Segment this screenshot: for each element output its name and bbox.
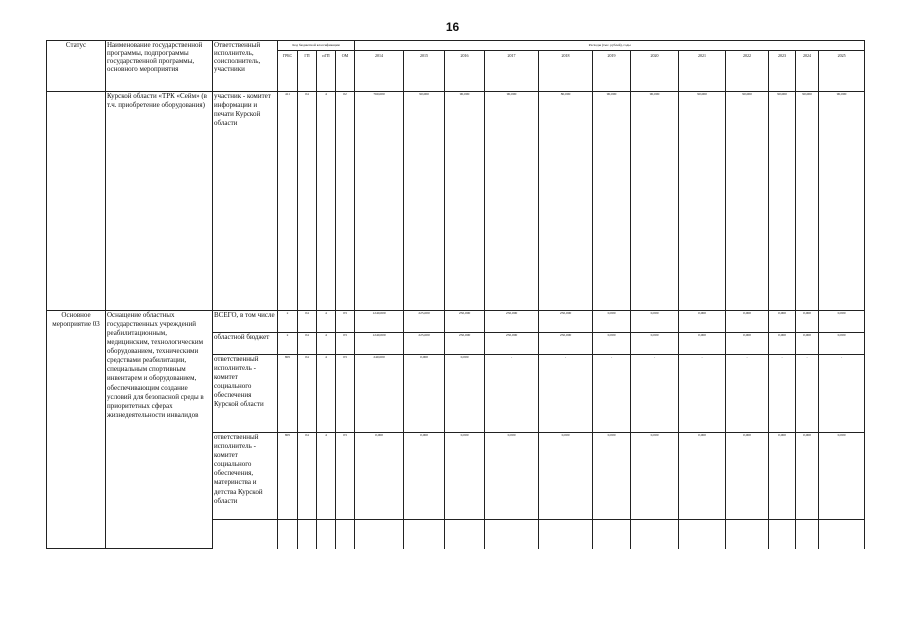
- empty-cell: [355, 520, 404, 549]
- row-executor: ответственный исполнитель - комитет социального обеспечения, материнства и детства Курской области: [213, 432, 278, 520]
- value-cell: -: [539, 354, 593, 432]
- row-executor: участник - комитет информации и печати Курской области: [213, 92, 278, 311]
- value-cell: 0,000: [769, 432, 796, 520]
- header-year-2020: 2020: [631, 51, 679, 92]
- value-cell: 225,000: [404, 333, 445, 354]
- value-cell: 90,000: [485, 92, 539, 311]
- value-cell: 0,000: [819, 333, 865, 354]
- value-cell: 0,000: [819, 432, 865, 520]
- header-year-2018: 2018: [539, 51, 593, 92]
- header-name: Наименование государственной программы, подпрограммы государственной программы, основного мероприятия: [106, 41, 213, 92]
- value-cell: -: [631, 354, 679, 432]
- header-executor: Ответственный исполнитель, соисполнитель, участники: [213, 41, 278, 92]
- value-cell: 90,000: [445, 92, 485, 311]
- value-cell: 0,000: [631, 432, 679, 520]
- value-cell: 0,000: [445, 432, 485, 520]
- row-executor: ВСЕГО, в том числе: [213, 310, 278, 332]
- code-cell: 04: [298, 310, 317, 332]
- code-cell: 03: [336, 354, 355, 432]
- code-cell: 04: [298, 354, 317, 432]
- value-cell: 760,000: [355, 92, 404, 311]
- value-cell: 250,000: [539, 333, 593, 354]
- value-cell: 0,000: [679, 310, 726, 332]
- row-executor: ответственный исполнитель - комитет социального обеспечения Курской области: [213, 354, 278, 432]
- value-cell: 0,000: [631, 333, 679, 354]
- header-year-2021: 2021: [679, 51, 726, 92]
- value-cell: 90,000: [404, 92, 445, 311]
- code-cell: 411: [278, 92, 298, 311]
- value-cell: 0,000: [726, 432, 769, 520]
- value-cell: -: [593, 354, 631, 432]
- value-cell: 90,000: [819, 92, 865, 311]
- value-cell: 0,000: [679, 432, 726, 520]
- code-cell: 04: [298, 432, 317, 520]
- header-code-grbs: ГРБС: [278, 51, 298, 92]
- empty-cell: [278, 520, 298, 549]
- value-cell: 90,000: [726, 92, 769, 311]
- code-cell: 805: [278, 354, 298, 432]
- empty-cell: [445, 520, 485, 549]
- empty-cell: [796, 520, 819, 549]
- header-year-2023: 2023: [769, 51, 796, 92]
- table-row: [47, 310, 865, 332]
- page-number: 16: [445, 20, 460, 34]
- value-cell: 250,000: [485, 333, 539, 354]
- value-cell: 1240,000: [355, 310, 404, 332]
- header-costs: Расходы (тыс. рублей), годы: [355, 41, 865, 51]
- empty-cell: [317, 520, 336, 549]
- header-year-2016: 2016: [445, 51, 485, 92]
- header-year-2017: 2017: [485, 51, 539, 92]
- code-cell: 04: [298, 333, 317, 354]
- value-cell: 0,000: [631, 310, 679, 332]
- header-year-2022: 2022: [726, 51, 769, 92]
- header-year-2014: 2014: [355, 51, 404, 92]
- header-code-pgp: пГП: [317, 51, 336, 92]
- value-cell: 0,000: [796, 333, 819, 354]
- value-cell: -: [819, 354, 865, 432]
- code-cell: 805: [278, 432, 298, 520]
- empty-cell: [539, 520, 593, 549]
- value-cell: 0,000: [485, 432, 539, 520]
- value-cell: 0,000: [404, 354, 445, 432]
- value-cell: 90,000: [631, 92, 679, 311]
- empty-cell: [485, 520, 539, 549]
- value-cell: 0,000: [445, 354, 485, 432]
- value-cell: 250,000: [445, 333, 485, 354]
- header-year-2015: 2015: [404, 51, 445, 92]
- value-cell: 90,000: [796, 92, 819, 311]
- value-cell: 0,000: [593, 310, 631, 332]
- value-cell: 0,000: [796, 310, 819, 332]
- value-cell: -: [485, 354, 539, 432]
- value-cell: 0,000: [355, 432, 404, 520]
- code-cell: 4: [317, 92, 336, 311]
- code-cell: 03: [336, 432, 355, 520]
- value-cell: 225,000: [404, 310, 445, 332]
- empty-cell: [769, 520, 796, 549]
- empty-cell: [726, 520, 769, 549]
- value-cell: 80,000: [539, 92, 593, 311]
- code-cell: х: [278, 310, 298, 332]
- value-cell: 1240,000: [355, 333, 404, 354]
- value-cell: 90,000: [679, 92, 726, 311]
- value-cell: -: [726, 354, 769, 432]
- row-name: Курской области «ТРК «Сейм» (в т.ч. приобретение оборудования): [106, 92, 213, 311]
- row-executor: областной бюджет: [213, 333, 278, 354]
- value-cell: 0,000: [819, 310, 865, 332]
- code-cell: 03: [336, 333, 355, 354]
- value-cell: 0,000: [593, 333, 631, 354]
- empty-cell: [213, 520, 278, 549]
- table-row: [47, 92, 865, 311]
- code-cell: х: [278, 333, 298, 354]
- value-cell: 0,000: [726, 333, 769, 354]
- value-cell: 240,000: [355, 354, 404, 432]
- empty-cell: [298, 520, 317, 549]
- budget-table: [46, 40, 865, 549]
- header-code-gp: ГП: [298, 51, 317, 92]
- value-cell: 90,000: [593, 92, 631, 311]
- activity-name: Оснащение областных государственных учреждений реабилитационным, медицинским, технологическим оборудованием, техническими средствами реабилитации, специальным спортивным инвентарем и оборудованием, обеспечивающим создание условий для безопасной среды в приоритетных сферах жизнедеятельности инвалидов: [106, 310, 213, 548]
- code-cell: 03: [336, 310, 355, 332]
- value-cell: -: [769, 354, 796, 432]
- code-cell: 04: [298, 92, 317, 311]
- code-cell: 4: [317, 354, 336, 432]
- empty-cell: [404, 520, 445, 549]
- value-cell: -: [796, 354, 819, 432]
- value-cell: 0,000: [679, 333, 726, 354]
- empty-cell: [631, 520, 679, 549]
- code-cell: 02: [336, 92, 355, 311]
- value-cell: 250,000: [485, 310, 539, 332]
- empty-cell: [336, 520, 355, 549]
- value-cell: 0,000: [796, 432, 819, 520]
- value-cell: 250,000: [445, 310, 485, 332]
- value-cell: 0,000: [539, 432, 593, 520]
- value-cell: 0,000: [593, 432, 631, 520]
- header-budget-classification: Код бюджетной классификации: [278, 41, 355, 51]
- header-status: Статус: [47, 41, 106, 92]
- header-year-2025: 2025: [819, 51, 865, 92]
- value-cell: 0,000: [404, 432, 445, 520]
- value-cell: 0,000: [769, 310, 796, 332]
- value-cell: 90,000: [769, 92, 796, 311]
- header-code-om: ОМ: [336, 51, 355, 92]
- code-cell: 4: [317, 432, 336, 520]
- activity-status: Основное мероприятие 03: [47, 310, 106, 548]
- header-year-2024: 2024: [796, 51, 819, 92]
- code-cell: 4: [317, 310, 336, 332]
- empty-cell: [819, 520, 865, 549]
- value-cell: 0,000: [726, 310, 769, 332]
- value-cell: 0,000: [769, 333, 796, 354]
- empty-cell: [593, 520, 631, 549]
- header-year-2019: 2019: [593, 51, 631, 92]
- value-cell: 250,000: [539, 310, 593, 332]
- code-cell: 4: [317, 333, 336, 354]
- empty-cell: [679, 520, 726, 549]
- row-status: [47, 92, 106, 311]
- value-cell: -: [679, 354, 726, 432]
